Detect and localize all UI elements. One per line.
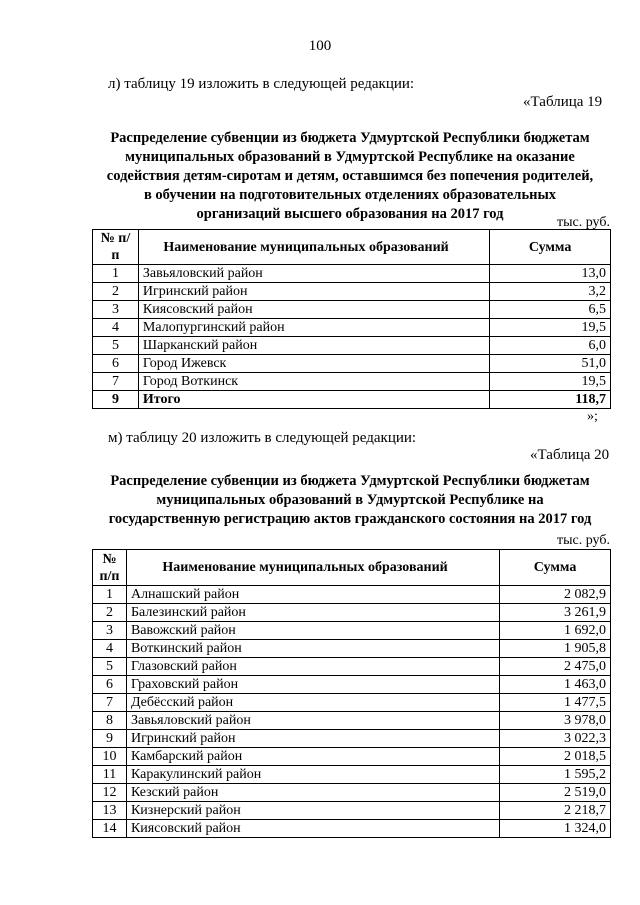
- row-number: 4: [93, 640, 127, 658]
- section-l-title: [90, 129, 610, 224]
- total-label: Итого: [138, 391, 489, 409]
- section-m-intro: м) таблицу 20 изложить в следующей редакции:: [108, 430, 417, 446]
- table-row: [93, 658, 611, 676]
- row-name: Город Ижевск: [138, 355, 489, 373]
- row-number: 1: [93, 586, 127, 604]
- header-num: № п/п: [93, 230, 139, 265]
- row-name: Вавожский район: [126, 622, 499, 640]
- table-row: [93, 337, 611, 355]
- row-sum: 3 261,9: [500, 604, 611, 622]
- row-name: Киясовский район: [126, 820, 499, 838]
- row-number: 14: [93, 820, 127, 838]
- table-row: [93, 265, 611, 283]
- row-number: 8: [93, 712, 127, 730]
- row-name: Дебёсский район: [126, 694, 499, 712]
- row-name: Киясовский район: [138, 301, 489, 319]
- row-name: Игринский район: [138, 283, 489, 301]
- header-sum: Сумма: [490, 230, 611, 265]
- row-number: 4: [93, 319, 139, 337]
- table-row: [93, 694, 611, 712]
- table-row: [93, 355, 611, 373]
- row-number: 6: [93, 355, 139, 373]
- row-number: 2: [93, 604, 127, 622]
- row-sum: 2 082,9: [500, 586, 611, 604]
- row-name: Завьяловский район: [138, 265, 489, 283]
- table-19-body: [93, 265, 611, 409]
- row-number: 6: [93, 676, 127, 694]
- title-line: Распределение субвенции из бюджета Удмуртской Республики бюджетам: [110, 473, 590, 489]
- row-name: Город Воткинск: [138, 373, 489, 391]
- row-name: Граховский район: [126, 676, 499, 694]
- row-name: Кизнерский район: [126, 802, 499, 820]
- section-l-table-ref: «Таблица 19: [523, 94, 603, 110]
- table-total-row: [93, 391, 611, 409]
- total-sum: 118,7: [490, 391, 611, 409]
- title-line: муниципальных образований в Удмуртской Республике на оказание: [125, 149, 575, 165]
- title-line: организаций высшего образования на 2017 год: [196, 206, 504, 222]
- table-row: [93, 748, 611, 766]
- table-row: [93, 820, 611, 838]
- header-name: Наименование муниципальных образований: [138, 230, 489, 265]
- row-number: 12: [93, 784, 127, 802]
- row-name: Каракулинский район: [126, 766, 499, 784]
- row-number: 7: [93, 694, 127, 712]
- section-m-title: [90, 472, 610, 529]
- row-number: 2: [93, 283, 139, 301]
- row-sum: 19,5: [490, 319, 611, 337]
- section-l-closing: »;: [587, 409, 598, 424]
- row-sum: 6,5: [490, 301, 611, 319]
- title-line: содействия детям-сиротам и детям, оставшимся без попечения родителей,: [106, 168, 594, 184]
- row-sum: 6,0: [490, 337, 611, 355]
- row-sum: 2 218,7: [500, 802, 611, 820]
- header-num: № п/п: [93, 550, 127, 586]
- header-sum: Сумма: [500, 550, 611, 586]
- table-row: [93, 604, 611, 622]
- title-line: в обучении на подготовительных отделениях образовательных: [143, 187, 557, 203]
- title-line: Распределение субвенции из бюджета Удмуртской Республики бюджетам: [110, 130, 590, 146]
- row-name: Камбарский район: [126, 748, 499, 766]
- row-number: 1: [93, 265, 139, 283]
- row-number: 5: [93, 658, 127, 676]
- section-m-table-ref: «Таблица 20: [530, 447, 610, 463]
- row-name: Глазовский район: [126, 658, 499, 676]
- row-sum: 19,5: [490, 373, 611, 391]
- table-row: [93, 640, 611, 658]
- row-number: 9: [93, 730, 127, 748]
- row-number: 3: [93, 301, 139, 319]
- total-number: 9: [93, 391, 139, 409]
- table-row: [93, 301, 611, 319]
- row-sum: 13,0: [490, 265, 611, 283]
- table-20: [92, 549, 611, 838]
- table-row: [93, 319, 611, 337]
- row-number: 3: [93, 622, 127, 640]
- row-sum: 1 477,5: [500, 694, 611, 712]
- section-l-intro: л) таблицу 19 изложить в следующей редакции:: [108, 76, 415, 92]
- row-sum: 1 905,8: [500, 640, 611, 658]
- table-row: [93, 283, 611, 301]
- row-sum: 2 018,5: [500, 748, 611, 766]
- row-sum: 3 022,3: [500, 730, 611, 748]
- row-number: 7: [93, 373, 139, 391]
- row-name: Шарканский район: [138, 337, 489, 355]
- row-sum: 1 324,0: [500, 820, 611, 838]
- table-row: [93, 622, 611, 640]
- row-sum: 51,0: [490, 355, 611, 373]
- row-number: 13: [93, 802, 127, 820]
- row-sum: 3 978,0: [500, 712, 611, 730]
- title-line: государственную регистрацию актов гражданского состояния на 2017 год: [108, 511, 592, 527]
- row-sum: 1 463,0: [500, 676, 611, 694]
- table-header-row: [93, 230, 611, 265]
- row-number: 10: [93, 748, 127, 766]
- header-name: Наименование муниципальных образований: [126, 550, 499, 586]
- row-name: Воткинский район: [126, 640, 499, 658]
- row-name: Кезский район: [126, 784, 499, 802]
- row-name: Алнашский район: [126, 586, 499, 604]
- table-row: [93, 730, 611, 748]
- row-number: 11: [93, 766, 127, 784]
- row-name: Игринский район: [126, 730, 499, 748]
- table-row: [93, 586, 611, 604]
- table-row: [93, 373, 611, 391]
- table-header-row: [93, 550, 611, 586]
- table-20-body: [93, 586, 611, 838]
- row-sum: 3,2: [490, 283, 611, 301]
- section-l-unit: тыс. руб.: [557, 215, 610, 230]
- table-row: [93, 784, 611, 802]
- row-number: 5: [93, 337, 139, 355]
- title-line: муниципальных образований в Удмуртской Республике на: [156, 492, 544, 508]
- row-sum: 2 475,0: [500, 658, 611, 676]
- row-sum: 1 595,2: [500, 766, 611, 784]
- table-row: [93, 802, 611, 820]
- table-row: [93, 766, 611, 784]
- page-number: 100: [308, 38, 332, 54]
- row-name: Балезинский район: [126, 604, 499, 622]
- row-sum: 1 692,0: [500, 622, 611, 640]
- table-row: [93, 712, 611, 730]
- row-sum: 2 519,0: [500, 784, 611, 802]
- table-row: [93, 676, 611, 694]
- table-19: [92, 229, 611, 409]
- section-m-unit: тыс. руб.: [557, 533, 610, 548]
- row-name: Малопургинский район: [138, 319, 489, 337]
- row-name: Завьяловский район: [126, 712, 499, 730]
